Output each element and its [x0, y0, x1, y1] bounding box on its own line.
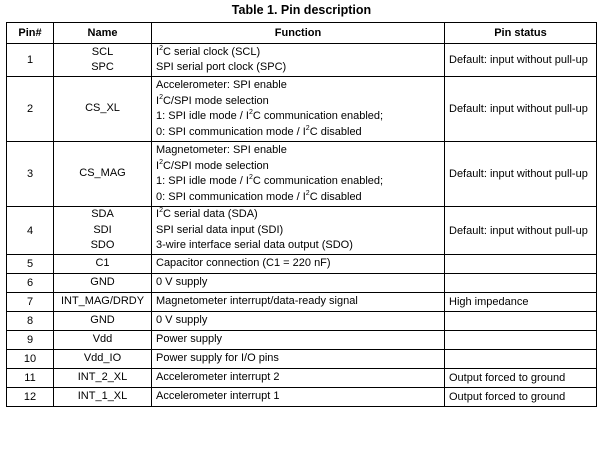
pin-function-cell — [152, 350, 445, 369]
function-text: SPI serial port clock (SPC) — [156, 61, 287, 73]
pin-function-line — [156, 94, 440, 110]
table-row — [7, 293, 597, 312]
function-text: C disabled — [309, 125, 362, 138]
pin-name-line: GND — [90, 314, 115, 327]
pin-function-cell — [152, 312, 445, 331]
table-row — [7, 207, 597, 255]
pin-function-line — [156, 389, 440, 405]
pin-description-table — [6, 22, 597, 407]
function-text: Capacitor connection (C1 = 220 nF) — [156, 257, 331, 270]
pin-name-cell — [54, 293, 152, 312]
pin-function-cell — [152, 142, 445, 207]
pin-name-line: INT_1_XL — [77, 390, 128, 403]
pin-function-line — [156, 78, 440, 94]
table-body — [7, 44, 597, 407]
table-row — [7, 77, 597, 142]
pin-function-line — [156, 313, 440, 329]
function-text: I — [156, 45, 160, 58]
pin-status-cell — [445, 274, 597, 293]
pin-name-line: SDI — [93, 223, 112, 236]
pin-number-cell: 12 — [7, 388, 54, 407]
function-text: C communication enabled; — [252, 175, 384, 187]
pin-status-cell: Output forced to ground — [445, 388, 597, 407]
pin-function-line — [156, 275, 440, 291]
superscript-text: 2 — [305, 189, 310, 197]
pin-function-line — [156, 351, 440, 367]
pin-name-line: SDA — [91, 208, 114, 221]
pin-function-cell — [152, 255, 445, 274]
pin-name-line: C1 — [95, 257, 110, 270]
pin-function-line — [156, 370, 440, 386]
pin-function-line — [156, 45, 440, 61]
pin-function-line — [156, 125, 440, 141]
superscript-text: 2 — [159, 158, 163, 166]
pin-number-cell: 7 — [7, 293, 54, 312]
pin-name-line: INT_MAG/DRDY — [60, 295, 145, 308]
pin-function-cell — [152, 369, 445, 388]
superscript-text: 2 — [159, 93, 163, 101]
column-header-pin: Pin# — [7, 23, 54, 44]
pin-function-cell — [152, 207, 445, 255]
table-header-row — [7, 23, 597, 44]
function-text: Magnetometer: SPI enable — [156, 144, 287, 156]
function-text: C serial clock (SCL) — [162, 45, 261, 58]
function-text: 0 V supply — [156, 314, 208, 327]
pin-function-line — [156, 143, 440, 159]
pin-name-line: Vdd_IO — [83, 352, 122, 365]
function-text: Accelerometer interrupt 1 — [156, 390, 280, 403]
pin-number-cell: 11 — [7, 369, 54, 388]
pin-function-cell — [152, 331, 445, 350]
table-row — [7, 331, 597, 350]
function-text: C/SPI mode selection — [162, 94, 269, 107]
pin-function-line — [156, 159, 440, 175]
function-text: 0 V supply — [156, 276, 208, 289]
pin-status-cell: High impedance — [445, 293, 597, 312]
superscript-text: 2 — [248, 109, 253, 116]
table-caption: Table 1. Pin description — [231, 3, 372, 17]
pin-number-cell: 2 — [7, 77, 54, 142]
pin-number-cell: 4 — [7, 207, 54, 255]
table-row — [7, 350, 597, 369]
table-row — [7, 142, 597, 207]
function-text: 3-wire interface serial data output (SDO) — [156, 239, 353, 252]
pin-function-line — [156, 256, 440, 272]
function-text: Power supply for I/O pins — [156, 352, 279, 365]
pin-function-line — [156, 174, 440, 190]
pin-name-line: CS_XL — [85, 102, 120, 115]
pin-number-cell: 10 — [7, 350, 54, 369]
pin-name-cell — [54, 274, 152, 293]
pin-function-cell — [152, 44, 445, 77]
table-row — [7, 255, 597, 274]
function-text: I — [156, 94, 160, 107]
pin-status-cell: Default: input without pull-up — [445, 207, 597, 255]
function-text: Accelerometer interrupt 2 — [156, 371, 280, 384]
function-text: I — [156, 159, 160, 172]
pin-function-cell — [152, 274, 445, 293]
pin-name-cell — [54, 207, 152, 255]
pin-function-cell — [152, 77, 445, 142]
superscript-text: 2 — [159, 207, 163, 215]
function-text: Magnetometer interrupt/data-ready signal — [156, 295, 358, 308]
pin-function-line — [156, 223, 440, 239]
pin-status-cell: Default: input without pull-up — [445, 77, 597, 142]
superscript-text: 2 — [248, 174, 253, 181]
function-text: 1: SPI idle mode / I — [156, 110, 249, 122]
function-text: Power supply — [156, 333, 223, 346]
pin-name-cell — [54, 77, 152, 142]
pin-function-line — [156, 190, 440, 206]
pin-name-cell — [54, 388, 152, 407]
table-row — [7, 388, 597, 407]
function-text: I — [156, 208, 160, 221]
pin-name-line: INT_2_XL — [77, 371, 128, 384]
table-row — [7, 369, 597, 388]
pin-function-line — [156, 60, 440, 76]
column-header-name: Name — [54, 23, 152, 44]
pin-function-cell — [152, 293, 445, 312]
function-text: C communication enabled; — [252, 110, 384, 122]
pin-status-cell: Default: input without pull-up — [445, 44, 597, 77]
pin-name-cell — [54, 312, 152, 331]
pin-name-line: SDO — [90, 239, 115, 252]
superscript-text: 2 — [305, 124, 310, 132]
function-text: C/SPI mode selection — [162, 159, 269, 172]
pin-status-cell — [445, 350, 597, 369]
pin-name-cell — [54, 331, 152, 350]
pin-status-cell — [445, 312, 597, 331]
function-text: 0: SPI communication mode / I — [156, 190, 306, 203]
pin-status-cell — [445, 331, 597, 350]
pin-function-line — [156, 109, 440, 125]
pin-name-cell — [54, 350, 152, 369]
pin-name-cell — [54, 142, 152, 207]
pin-name-cell — [54, 369, 152, 388]
pin-name-cell — [54, 44, 152, 77]
table-row — [7, 312, 597, 331]
pin-function-line — [156, 294, 440, 310]
function-text: Accelerometer: SPI enable — [156, 79, 287, 91]
pin-function-line — [156, 238, 440, 254]
pin-status-cell: Default: input without pull-up — [445, 142, 597, 207]
function-text: 1: SPI idle mode / I — [156, 175, 249, 187]
pin-function-cell — [152, 388, 445, 407]
function-text: 0: SPI communication mode / I — [156, 125, 306, 138]
superscript-text: 2 — [159, 44, 163, 52]
pin-number-cell: 8 — [7, 312, 54, 331]
pin-number-cell: 5 — [7, 255, 54, 274]
column-header-function: Function — [152, 23, 445, 44]
pin-name-line: GND — [90, 276, 115, 289]
function-text: C serial data (SDA) — [162, 208, 258, 221]
pin-name-line: SCL — [91, 45, 114, 58]
column-header-pin-status: Pin status — [445, 23, 597, 44]
pin-function-line — [156, 207, 440, 223]
pin-number-cell: 3 — [7, 142, 54, 207]
table-row — [7, 274, 597, 293]
pin-number-cell: 1 — [7, 44, 54, 77]
pin-name-line: Vdd — [92, 333, 113, 346]
pin-name-line: SPC — [91, 61, 114, 73]
pin-number-cell: 6 — [7, 274, 54, 293]
table-row — [7, 44, 597, 77]
function-text: SPI serial data input (SDI) — [156, 223, 284, 236]
pin-number-cell: 9 — [7, 331, 54, 350]
pin-name-cell — [54, 255, 152, 274]
function-text: C disabled — [309, 190, 362, 203]
pin-function-line — [156, 332, 440, 348]
pin-status-cell: Output forced to ground — [445, 369, 597, 388]
pin-name-line: CS_MAG — [79, 167, 126, 180]
pin-status-cell — [445, 255, 597, 274]
